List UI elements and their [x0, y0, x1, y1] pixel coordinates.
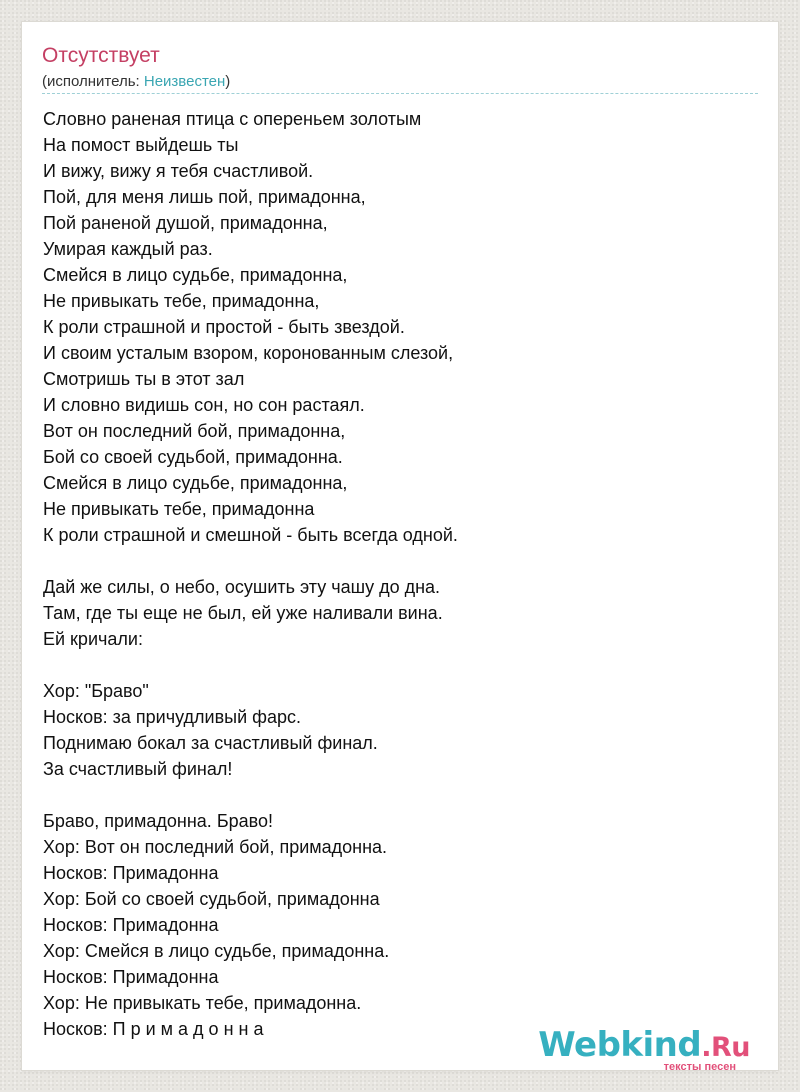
lyric-line: Не привыкать тебе, примадонна,: [43, 291, 320, 311]
lyric-line: Носков: Примадонна: [43, 863, 219, 883]
lyric-line: Там, где ты еще не был, ей уже наливали вина.: [43, 603, 443, 623]
divider: [42, 93, 758, 94]
lyric-line: Браво, примадонна. Браво!: [43, 811, 274, 831]
lyric-line: Носков: П р и м а д о н н а: [43, 1019, 264, 1039]
lyrics-sheet: [22, 22, 778, 1073]
lyric-line: Носков: Примадонна: [43, 967, 219, 987]
lyric-line: И словно видишь сон, но сон растаял.: [43, 395, 365, 415]
brand-tld: .Ru: [701, 1032, 750, 1063]
lyric-line: На помост выйдешь ты: [43, 135, 239, 155]
lyric-line: Хор: "Браво": [43, 681, 149, 701]
lyric-line: К роли страшной и смешной - быть всегда одной.: [43, 525, 458, 545]
lyric-line: И своим усталым взором, коронованным слезой,: [43, 343, 454, 363]
lyric-line: Хор: Вот он последний бой, примадонна.: [43, 837, 388, 857]
lyric-line: Смейся в лицо судьбе, примадонна,: [43, 473, 348, 493]
artist-name-link[interactable]: Неизвестен: [143, 73, 226, 90]
lyric-line: Вот он последний бой, примадонна,: [43, 421, 346, 441]
lyric-line: Хор: Бой со своей судьбой, примадонна: [43, 889, 380, 909]
lyric-line: Поднимаю бокал за счастливый финал.: [43, 733, 378, 753]
lyric-line: Дай же силы, о небо, осушить эту чашу до дна.: [43, 577, 441, 597]
lyric-line: Бой со своей судьбой, примадонна.: [43, 447, 343, 467]
lyric-line: Смотришь ты в этот зал: [43, 369, 245, 389]
lyrics-body: [43, 106, 763, 1042]
brand-tagline: тексты песен: [663, 1061, 736, 1073]
lyric-line: Хор: Смейся в лицо судьбе, примадонна.: [43, 941, 390, 961]
lyric-line: Словно раненая птица с опереньем золотым: [43, 109, 422, 129]
lyric-line: За счастливый финал!: [43, 759, 233, 779]
brand-word: Webkind: [538, 1025, 702, 1065]
lyric-line: Ей кричали:: [43, 629, 143, 649]
lyric-line: Не привыкать тебе, примадонна: [43, 499, 315, 519]
lyric-line: Смейся в лицо судьбе, примадонна,: [43, 265, 348, 285]
verse-gap: [43, 548, 763, 574]
artist-prefix: (исполнитель:: [42, 73, 144, 90]
lyric-line: Носков: Примадонна: [43, 915, 219, 935]
lyric-line: Умирая каждый раз.: [43, 239, 213, 259]
lyric-line: Пой, для меня лишь пой, примадонна,: [43, 187, 366, 207]
lyric-line: Хор: Не привыкать тебе, примадонна.: [43, 993, 362, 1013]
site-watermark: [538, 1025, 750, 1073]
artist-suffix: ): [225, 73, 231, 90]
brand-logo: [538, 1025, 750, 1065]
lyric-line: И вижу, вижу я тебя счастливой.: [43, 161, 314, 181]
lyric-line: Носков: за причудливый фарс.: [43, 707, 301, 727]
lyric-line: Пой раненой душой, примадонна,: [43, 213, 328, 233]
verse-gap: [43, 652, 763, 678]
song-title: Отсутствует: [42, 44, 160, 67]
lyric-line: К роли страшной и простой - быть звездой.: [43, 317, 405, 337]
verse-gap: [43, 782, 763, 808]
artist-line: [42, 74, 230, 89]
